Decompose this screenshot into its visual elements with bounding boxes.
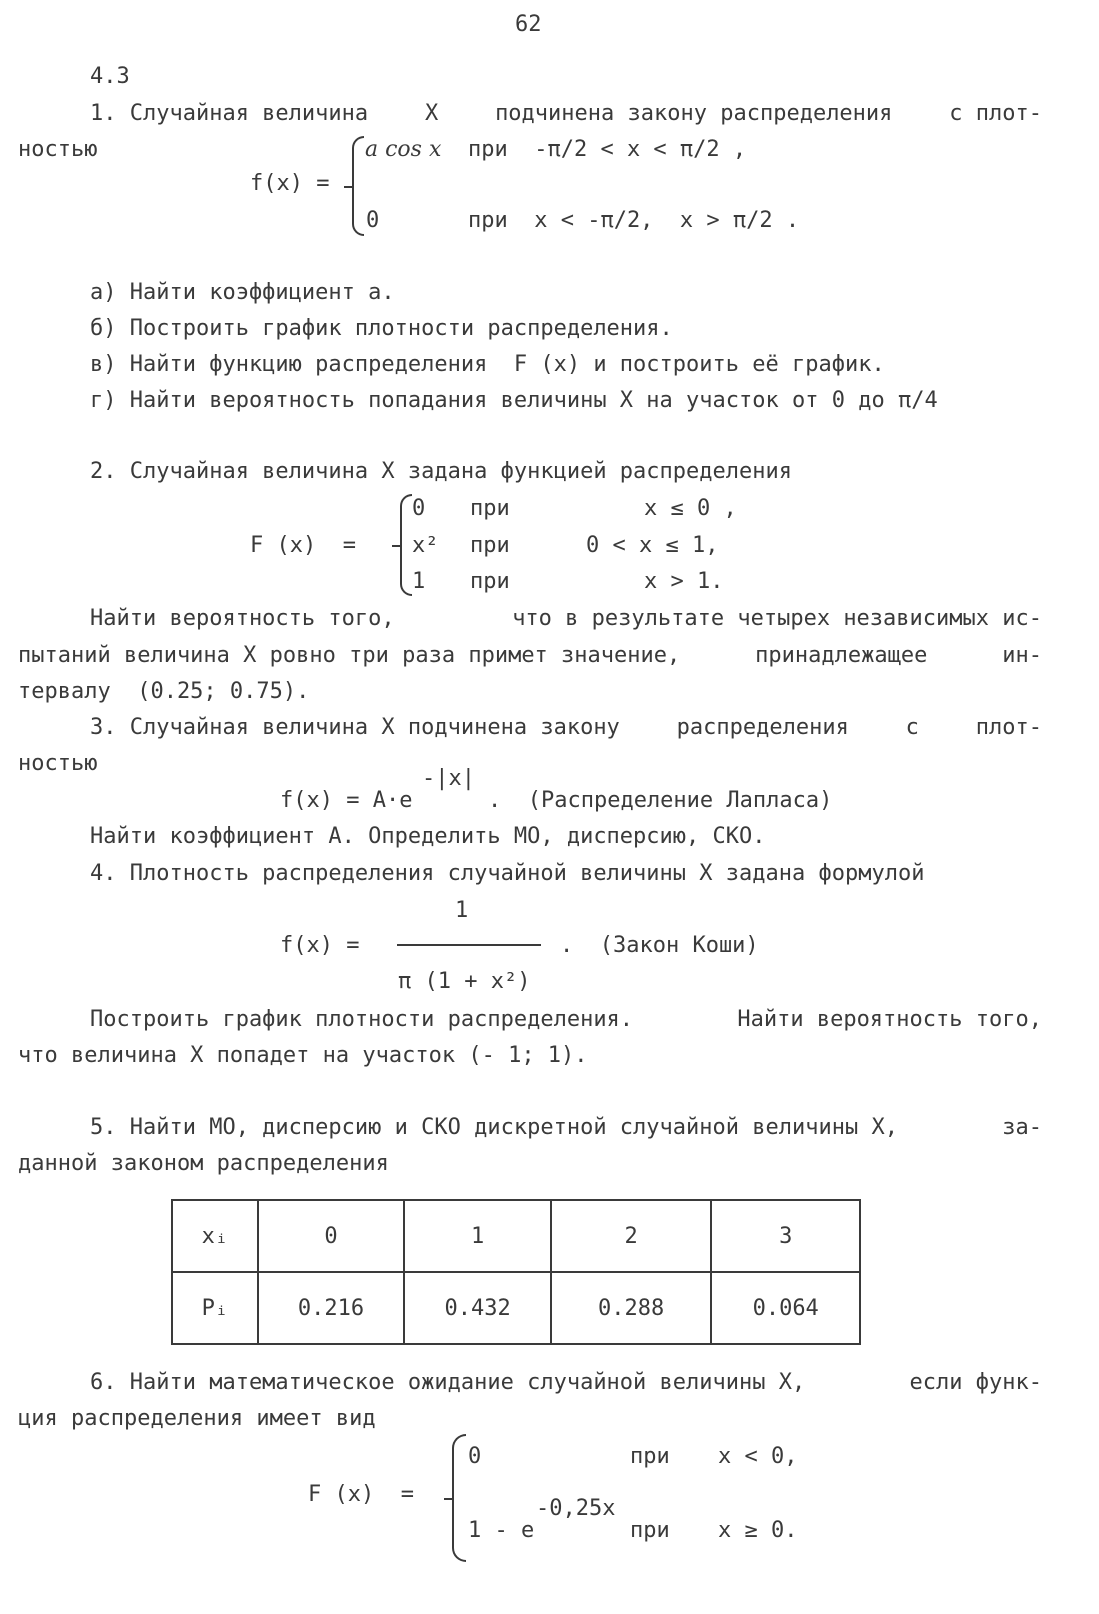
p5-line1: 5. Найти МО, дисперсию и СКО дискретной случайной величины X, за- <box>90 1115 1042 1140</box>
p1-case2-cond: при x < -π/2, x > π/2 . <box>468 208 800 233</box>
distribution-table <box>171 1199 861 1345</box>
p6-r2-expr: 1 - e <box>468 1518 535 1543</box>
p4-tail: . (Закон Коши) <box>560 933 759 958</box>
table-cell: 1 <box>404 1200 551 1272</box>
p2-r3-cond: x > 1. <box>644 569 724 594</box>
table-header-cell: xᵢ <box>172 1200 258 1272</box>
table-row <box>172 1200 860 1272</box>
p2-r3-expr: 1 <box>412 569 426 594</box>
p6-r1-pri: при <box>630 1444 670 1469</box>
p1-line2: ностью <box>18 137 98 162</box>
p2-r3-pri: при <box>470 569 510 594</box>
p1-task-d: г) Найти вероятность попадания величины X на участок от 0 до π/4 <box>90 388 938 413</box>
p2-r2-expr: x² <box>412 533 439 558</box>
p6-brace <box>452 1434 466 1562</box>
table-cell: 2 <box>551 1200 712 1272</box>
p4-fraction-bar <box>397 944 541 946</box>
section-number: 4.3 <box>90 64 130 89</box>
table-cell: 0.064 <box>711 1272 860 1344</box>
p4-numerator: 1 <box>455 898 469 923</box>
table-cell: 0.216 <box>258 1272 405 1344</box>
table-header-cell: Pᵢ <box>172 1272 258 1344</box>
p2-line1: 2. Случайная величина X задана функцией распределения <box>90 459 792 484</box>
p1-case2-expr: 0 <box>366 208 380 233</box>
p1-brace <box>352 136 364 236</box>
p3-task: Найти коэффициент А. Определить МО, дисперсию, СКО. <box>90 824 766 849</box>
p6-r2-pri: при <box>630 1518 670 1543</box>
p3-line2: ностью <box>18 751 98 776</box>
p5-line2: данной законом распределения <box>18 1151 389 1176</box>
p2-r2-cond: 0 < x ≤ 1, <box>586 533 719 558</box>
p1-task-b: б) Построить график плотности распределения. <box>90 316 673 341</box>
p2-fx: F (x) = <box>250 533 356 558</box>
p2-text-line2: пытаний величина X ровно три раза примет значение, принадлежащее ин- <box>18 643 1042 668</box>
p6-line1: 6. Найти математическое ожидание случайной величины X, если функ- <box>90 1370 1042 1395</box>
p1-task-a: а) Найти коэффициент a. <box>90 280 395 305</box>
p4-text-line2: что величина X попадет на участок (- 1; 1). <box>18 1043 588 1068</box>
p4-denominator: π (1 + x²) <box>398 969 531 994</box>
page-number: 62 <box>515 12 542 37</box>
p3-tail: . (Распределение Лапласа) <box>488 788 833 813</box>
p2-r1-expr: 0 <box>412 496 426 521</box>
p4-text-line1: Построить график плотности распределения. Найти вероятность того, <box>90 1007 1042 1032</box>
p3-line1: 3. Случайная величина X подчинена закону распределения с плот- <box>90 715 1042 740</box>
p4-fx: f(x) = <box>280 933 360 958</box>
p1-task-c: в) Найти функцию распределения F (x) и построить её график. <box>90 352 885 377</box>
p2-text-line3: тервалу (0.25; 0.75). <box>18 679 310 704</box>
p6-r2-exponent: -0,25x <box>536 1496 616 1521</box>
p2-r1-pri: при <box>470 496 510 521</box>
p3-formula: f(x) = A·e <box>280 788 413 813</box>
p6-fx: F (x) = <box>308 1482 414 1507</box>
table-cell: 0.288 <box>551 1272 712 1344</box>
table-cell: 0.432 <box>404 1272 551 1344</box>
p6-line2: ция распределения имеет вид <box>18 1406 376 1431</box>
p2-brace <box>400 494 412 596</box>
p2-r2-pri: при <box>470 533 510 558</box>
p6-r2-cond: x ≥ 0. <box>718 1518 798 1543</box>
p1-fx: f(x) = <box>250 171 330 196</box>
p6-r1-expr: 0 <box>468 1444 482 1469</box>
table-cell: 0 <box>258 1200 405 1272</box>
p1-case1-cond: при -π/2 < x < π/2 , <box>468 137 747 162</box>
p3-exponent: -|x| <box>422 766 475 791</box>
table-cell: 3 <box>711 1200 860 1272</box>
p1-case1-expr: a cos x <box>365 137 442 162</box>
p1-line1: 1. Случайная величина X подчинена закону распределения с плот- <box>90 101 1042 126</box>
p2-r1-cond: x ≤ 0 , <box>644 496 737 521</box>
p6-r1-cond: x < 0, <box>718 1444 798 1469</box>
table-row <box>172 1272 860 1344</box>
p2-text-line1: Найти вероятность того, что в результате четырех независимых ис- <box>90 606 1042 631</box>
p4-line1: 4. Плотность распределения случайной величины X задана формулой <box>90 861 925 886</box>
